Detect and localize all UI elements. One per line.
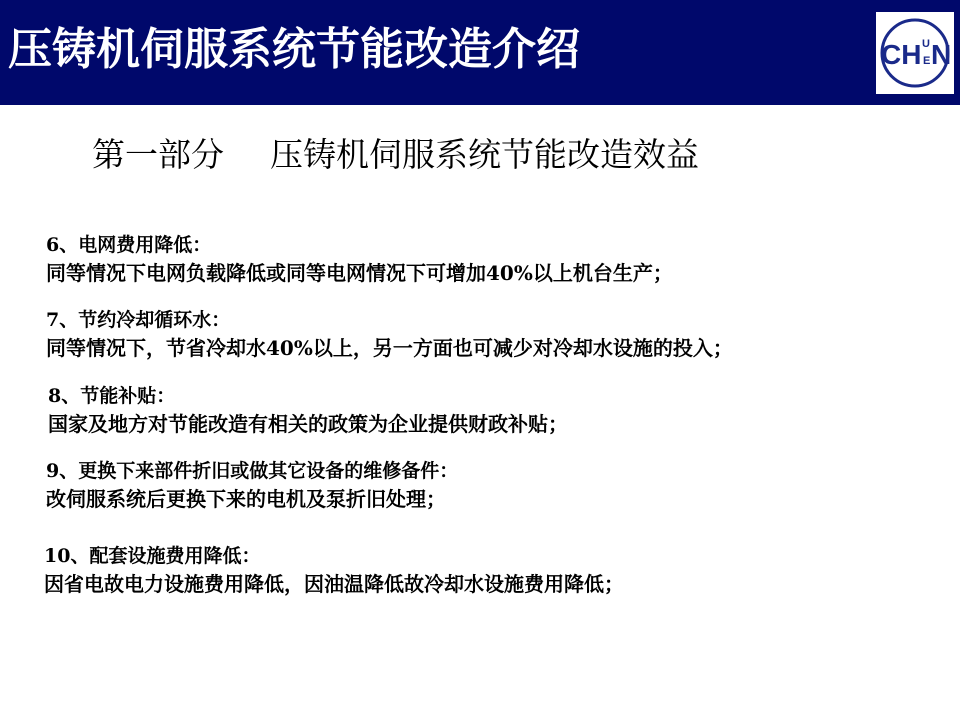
item-6-heading: 6、电网费用降低：	[46, 234, 212, 256]
section-heading: 压铸机伺服系统节能改造效益	[270, 135, 699, 174]
section-title	[92, 133, 699, 177]
item-7-heading: 7、节约冷却循环水：	[46, 309, 231, 331]
page-title: 压铸机伺服系统节能改造介绍	[8, 24, 580, 75]
item-8-heading: 8、节能补贴：	[48, 385, 176, 407]
item-10-heading: 10、配套设施费用降低：	[44, 545, 261, 567]
item-8-description: 国家及地方对节能改造有相关的政策为企业提供财政补贴；	[48, 412, 568, 436]
header-bar	[0, 0, 960, 105]
svg-text:U: U	[922, 38, 930, 50]
item-10-description: 因省电故电力设施费用降低，因油温降低故冷却水设施费用降低；	[44, 572, 624, 596]
logo-graphic	[876, 12, 954, 94]
item-9-description: 改伺服系统后更换下来的电机及泵折旧处理；	[46, 487, 446, 511]
svg-text:N: N	[931, 39, 952, 70]
company-logo	[876, 12, 954, 94]
item-7-description: 同等情况下，节省冷却水40%以上，另一方面也可减少对冷却水设施的投入；	[46, 336, 733, 360]
svg-text:CH: CH	[881, 39, 922, 70]
svg-text:E: E	[923, 55, 931, 67]
item-6-description: 同等情况下电网负载降低或同等电网情况下可增加40%以上机台生产；	[46, 261, 673, 285]
item-9-heading: 9、更换下来部件折旧或做其它设备的维修备件：	[46, 460, 459, 482]
section-part: 第一部分	[92, 135, 224, 174]
